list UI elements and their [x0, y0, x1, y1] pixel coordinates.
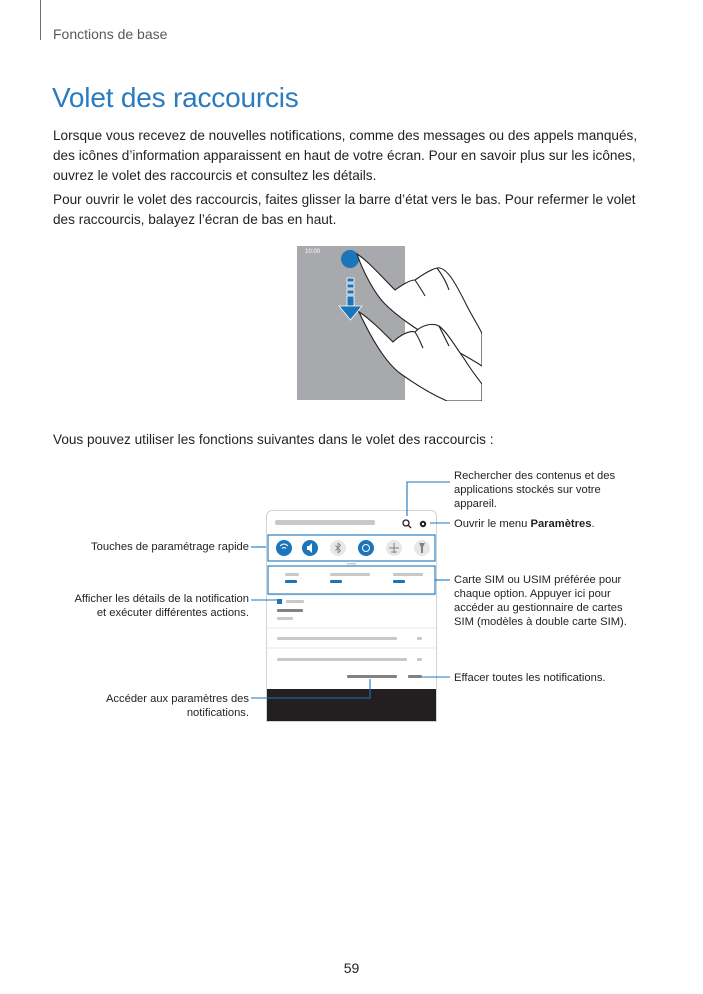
notification-settings-callout [106, 692, 249, 720]
notification-details-line1: Afficher les détails de la notification [74, 593, 249, 605]
notification-settings-line1: Accéder aux paramètres des [105, 693, 249, 705]
notification-settings-line2: notifications. [186, 707, 249, 719]
search-callout: Rechercher des contenus et des applications stockés sur votre appareil. [454, 470, 616, 510]
functions-intro-paragraph: Vous pouvez utiliser les fonctions suivantes dans le volet des raccourcis : [53, 432, 494, 447]
settings-callout [454, 517, 634, 531]
intro-paragraph: Lorsque vous recevez de nouvelles notifications, comme des messages ou des appels manqués, des icônes d’information apparaissent en haut de votre écran. Pour en savoir plus sur les icônes, ouvrez le volet des raccourcis et consultez les détails. [53, 128, 638, 183]
sim-callout: Carte SIM ou USIM préférée pour chaque option. Appuyer ici pour accéder au gestionnaire de cartes SIM (modèles à double carte SIM). [454, 574, 627, 628]
page-title: Volet des raccourcis [52, 82, 299, 113]
notification-settings-callout-line [251, 679, 370, 698]
open-panel-paragraph: Pour ouvrir le volet des raccourcis, faites glisser la barre d’état vers le bas. Pour refermer le volet des raccourcis, balayez l’écran de bas en haut. [53, 192, 636, 227]
quick-settings-callout: Touches de paramétrage rapide [91, 541, 249, 553]
settings-callout-bold: Paramètres [530, 518, 592, 530]
clear-callout: Effacer toutes les notifications. [454, 672, 606, 684]
settings-callout-text: Ouvrir le menu [454, 518, 531, 530]
search-callout-line [407, 482, 450, 516]
sim-highlight [268, 566, 435, 594]
quick-settings-highlight [268, 535, 435, 561]
section-header: Fonctions de base [53, 26, 168, 42]
notification-details-line2: et exécuter différentes actions. [96, 607, 249, 619]
settings-callout-suffix: . [591, 518, 595, 530]
page-number: 59 [343, 960, 360, 976]
notification-details-callout [74, 592, 249, 620]
status-bar-clock: 10:00 [305, 249, 321, 255]
